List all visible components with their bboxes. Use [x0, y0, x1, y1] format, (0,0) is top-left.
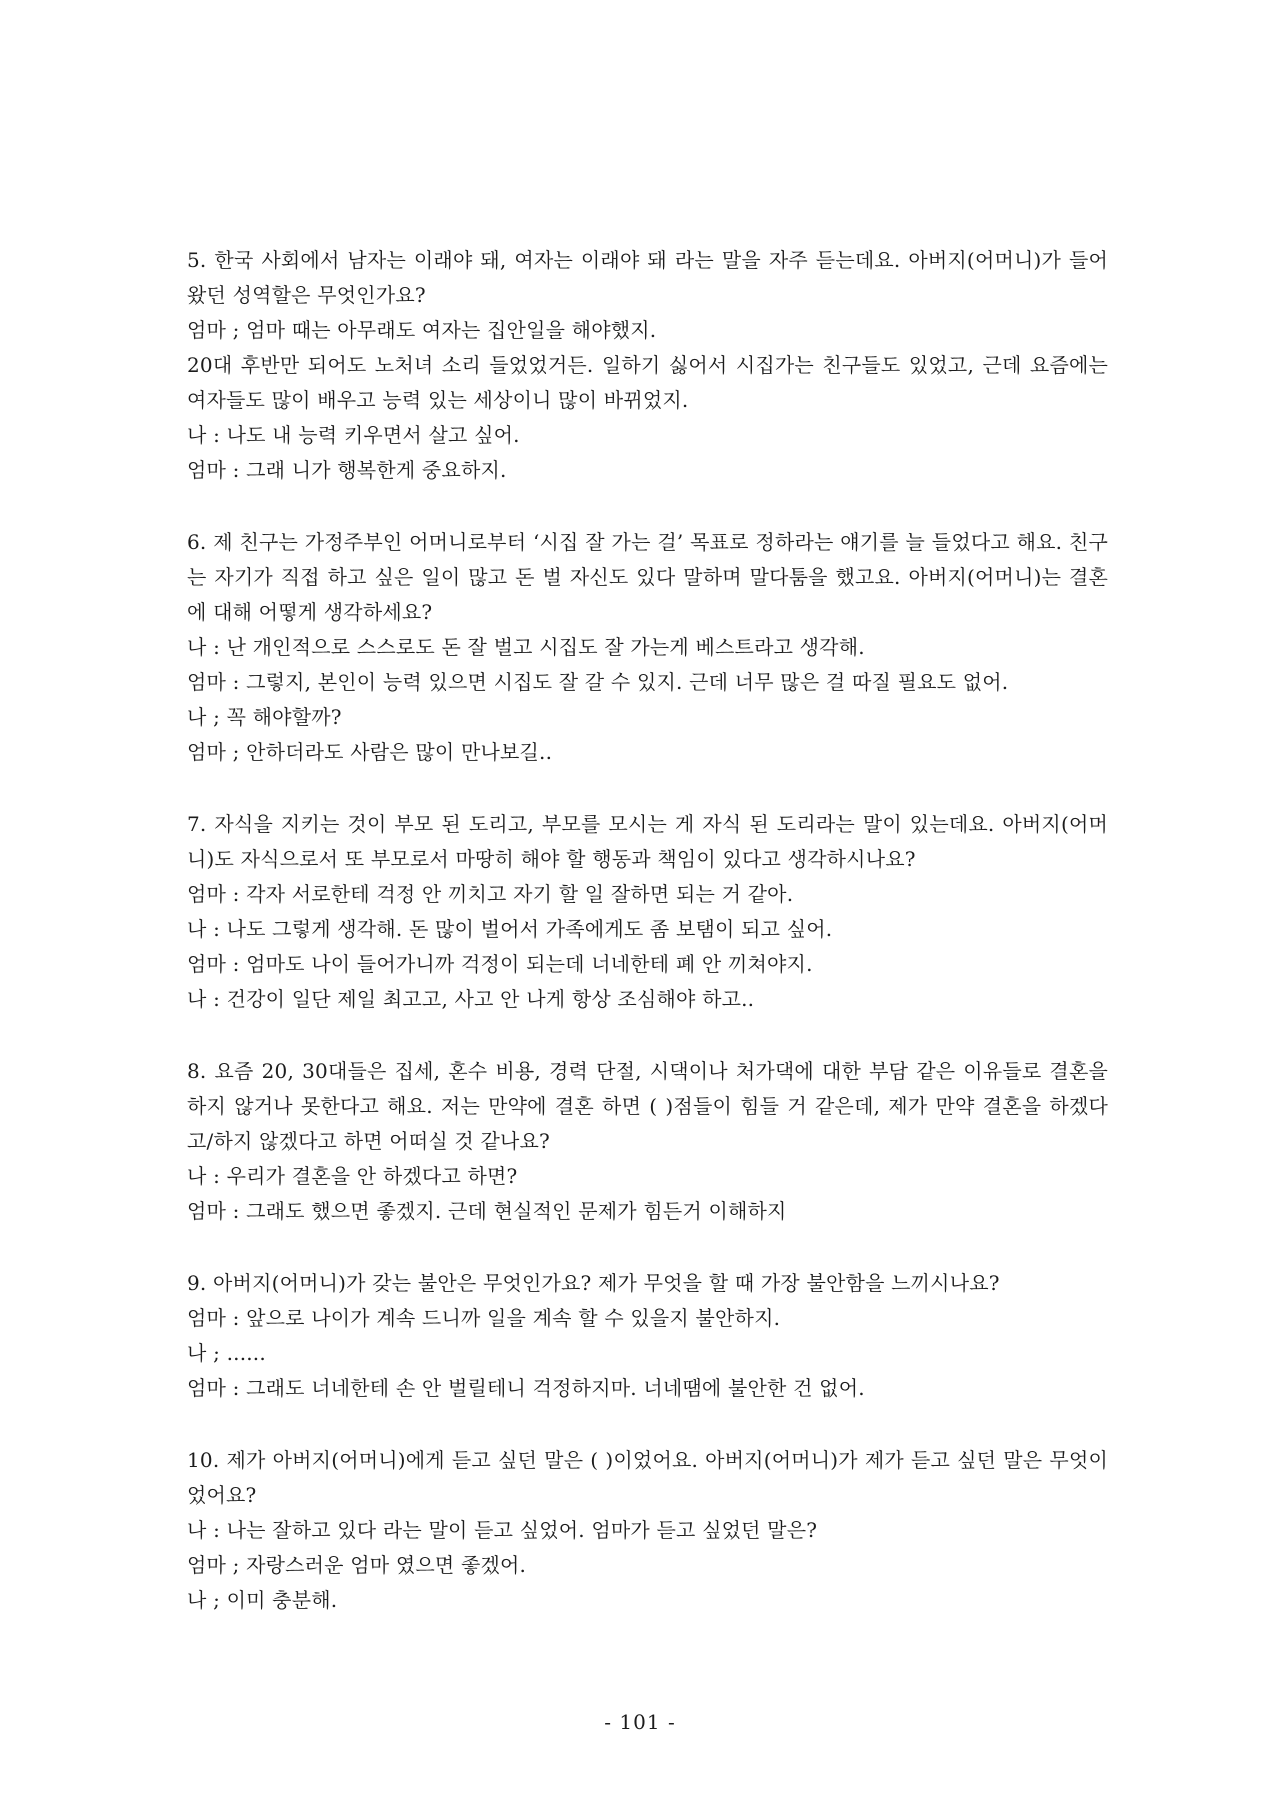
question-text: 10. 제가 아버지(어머니)에게 듣고 싶던 말은 ( )이었어요. 아버지(어머니)가 제가 듣고 싶던 말은 무엇이었어요?	[187, 1448, 1108, 1507]
page-number: - 101 -	[604, 1710, 676, 1734]
answer-line: 나 ; 이미 충분해.	[187, 1588, 338, 1612]
answer-line: 나 : 나도 그렇게 생각해. 돈 많이 벌어서 가족에게도 좀 보탬이 되고 싶어.	[187, 917, 833, 941]
answer-line: 나 : 건강이 일단 제일 최고고, 사고 안 나게 항상 조심해야 하고..	[187, 987, 755, 1011]
question-text: 7. 자식을 지키는 것이 부모 된 도리고, 부모를 모시는 게 자식 된 도리라는 말이 있는데요. 아버지(어머니)도 자식으로서 또 부모로서 마땅히 해야 할 행동과 책임이 있다고 생각하시나요?	[187, 812, 1108, 871]
answer-line: 나 : 난 개인적으로 스스로도 돈 잘 벌고 시집도 잘 가는게 베스트라고 생각해.	[187, 635, 865, 659]
interview-question-8	[187, 1054, 1108, 1229]
interview-question-7	[187, 807, 1108, 1017]
interview-question-10	[187, 1443, 1108, 1618]
answer-line: 엄마 : 그렇지, 본인이 능력 있으면 시집도 잘 갈 수 있지. 근데 너무 많은 걸 따질 필요도 없어.	[187, 670, 1009, 694]
answer-line: 엄마 : 그래도 너네한테 손 안 벌릴테니 걱정하지마. 너네땜에 불안한 건 없어.	[187, 1376, 865, 1400]
answer-line: 20대 후반만 되어도 노처녀 소리 들었었거든. 일하기 싫어서 시집가는 친구들도 있었고, 근데 요즘에는 여자들도 많이 배우고 능력 있는 세상이니 많이 바뀌었지.	[187, 353, 1108, 412]
interview-body	[187, 243, 1108, 1618]
question-text: 6. 제 친구는 가정주부인 어머니로부터 ‘시집 잘 가는 걸’ 목표로 정하라는 얘기를 늘 들었다고 해요. 친구는 자기가 직접 하고 싶은 일이 많고 돈 벌 자신도 있다 말하며 말다툼을 했고요. 아버지(어머니)는 결혼에 대해 어떻게 생각하세요?	[187, 530, 1108, 624]
answer-line: 엄마 ; 안하더라도 사람은 많이 만나보길..	[187, 740, 553, 764]
answer-line: 엄마 : 그래 니가 행복한게 중요하지.	[187, 458, 507, 482]
answer-line: 엄마 : 앞으로 나이가 계속 드니까 일을 계속 할 수 있을지 불안하지.	[187, 1306, 781, 1330]
answer-line: 나 : 나도 내 능력 키우면서 살고 싶어.	[187, 423, 520, 447]
question-text: 9. 아버지(어머니)가 갖는 불안은 무엇인가요? 제가 무엇을 할 때 가장 불안함을 느끼시나요?	[187, 1271, 1000, 1295]
answer-line: 엄마 : 그래도 했으면 좋겠지. 근데 현실적인 문제가 힘든거 이해하지	[187, 1199, 787, 1223]
question-text: 8. 요즘 20, 30대들은 집세, 혼수 비용, 경력 단절, 시댁이나 처가댁에 대한 부담 같은 이유들로 결혼을 하지 않거나 못한다고 해요. 저는 만약에 결혼 하면 ( )점들이 힘들 거 같은데, 제가 만약 결혼을 하겠다고/하지 않겠다고 하면 어떠실 것 같나요?	[187, 1059, 1108, 1153]
answer-line: 엄마 ; 엄마 때는 아무래도 여자는 집안일을 해야했지.	[187, 318, 657, 342]
interview-question-9	[187, 1266, 1108, 1406]
answer-line: 나 ; ......	[187, 1341, 266, 1365]
interview-question-6	[187, 525, 1108, 770]
answer-line: 나 ; 꼭 해야할까?	[187, 705, 342, 729]
answer-line: 나 : 나는 잘하고 있다 라는 말이 듣고 싶었어. 엄마가 듣고 싶었던 말은?	[187, 1518, 818, 1542]
answer-line: 나 : 우리가 결혼을 안 하겠다고 하면?	[187, 1164, 518, 1188]
question-text: 5. 한국 사회에서 남자는 이래야 돼, 여자는 이래야 돼 라는 말을 자주 듣는데요. 아버지(어머니)가 들어왔던 성역할은 무엇인가요?	[187, 248, 1108, 307]
answer-line: 엄마 : 엄마도 나이 들어가니까 걱정이 되는데 너네한테 폐 안 끼쳐야지.	[187, 952, 813, 976]
answer-line: 엄마 ; 자랑스러운 엄마 였으면 좋겠어.	[187, 1553, 527, 1577]
interview-question-5	[187, 243, 1108, 488]
answer-line: 엄마 : 각자 서로한테 걱정 안 끼치고 자기 할 일 잘하면 되는 거 같아.	[187, 882, 794, 906]
